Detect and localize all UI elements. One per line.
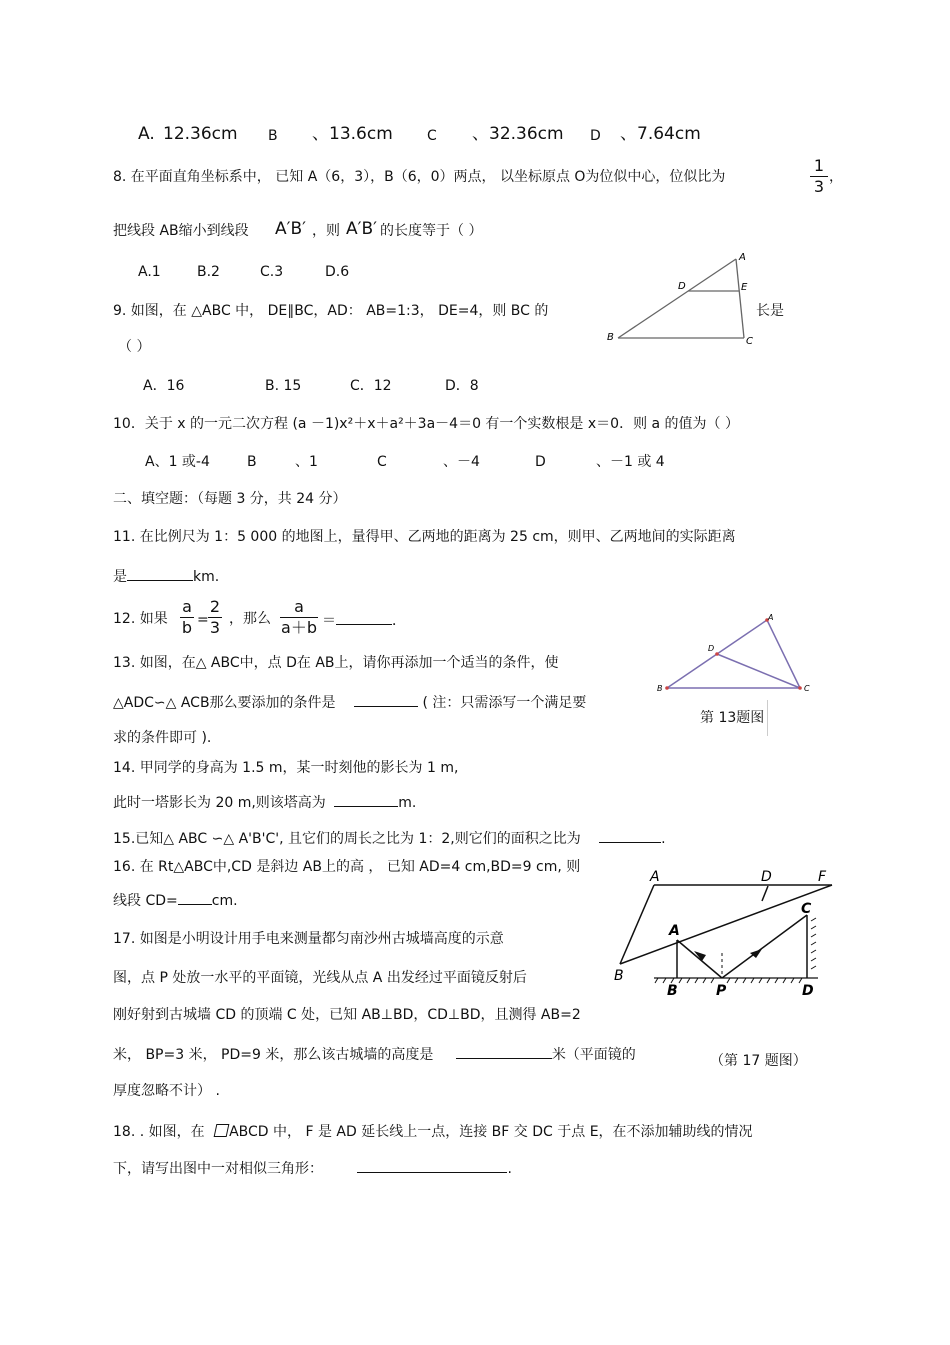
- q16-line2-start: 线段 CD=: [113, 893, 178, 909]
- q9-triangle-figure: [605, 250, 765, 350]
- q8-line2-middle: ，则: [312, 223, 340, 239]
- q11-line2: [113, 566, 219, 586]
- q12-fraction-a-over-b: [180, 597, 194, 638]
- q13-figure-caption: 第 13题图: [700, 710, 765, 726]
- q9-label-b: B: [607, 332, 614, 343]
- q11-line2-unit: km.: [193, 569, 220, 585]
- q18-line1-start: 18. . 如图，在: [113, 1124, 205, 1140]
- q7-option-a-value: 12.36cm: [163, 124, 238, 144]
- q7-option-b-letter: B: [268, 128, 278, 144]
- q9-option-a: A．16: [143, 378, 185, 394]
- q10-option-c-letter: C: [377, 454, 387, 470]
- q8-ratio-fraction: [810, 156, 828, 197]
- q12-equals-2: ＝: [322, 613, 336, 629]
- q17-label-d: D: [802, 983, 814, 999]
- q11-line1: 11. 在比例尺为 1：5 000 的地图上，量得甲、乙两地的距离为 25 cm，则甲、乙两地间的实际距离: [113, 529, 736, 545]
- q8-line2-end: 的长度等于（ ）: [380, 223, 483, 239]
- q18-label-d: D: [761, 869, 772, 885]
- q18-parallelogram-icon: [214, 1124, 230, 1137]
- q13-label-c: C: [804, 684, 810, 693]
- q8-option-a: A.1: [138, 264, 161, 280]
- q7-option-c-value: 、32.36cm: [472, 124, 564, 144]
- q12-equals: =: [197, 612, 209, 628]
- q17-line4: [113, 1044, 636, 1064]
- q8-line1: 8. 在平面直角坐标系中， 已知 A（6，3），B（6，0）两点， 以坐标原点 O为位似中心，位似比为: [113, 169, 726, 185]
- q13-answer-blank[interactable]: [354, 692, 418, 707]
- q7-option-a-letter: A.: [138, 124, 155, 144]
- q12-numerator-3: a: [294, 597, 304, 616]
- q13-triangle-figure: [655, 610, 815, 700]
- q7-option-c-letter: C: [427, 128, 437, 144]
- q8-line2-start: 把线段 AB缩小到线段: [113, 223, 249, 239]
- q12-fraction-2-over-3: [208, 597, 222, 638]
- q17-line4-end: 米（平面镜的: [551, 1047, 636, 1063]
- q17-line3: 刚好射到古城墙 CD 的顶端 C 处，已知 AB⊥BD，CD⊥BD，且测得 AB=2: [113, 1007, 581, 1023]
- q9-label-d: D: [678, 281, 686, 292]
- q9-line1: 9. 如图，在 △ABC 中， DE∥BC，AD： AB=1:3， DE=4，则 BC 的: [113, 303, 549, 319]
- q9-label-a: A: [739, 252, 746, 263]
- q7-option-d-letter: D: [590, 128, 601, 144]
- q17-line2: 图，点 P 处放一水平的平面镜，光线从点 A 出发经过平面镜反射后: [113, 970, 527, 986]
- q13-label-d: D: [708, 644, 715, 653]
- q16-answer-blank[interactable]: [178, 890, 212, 905]
- q12-end: ．: [392, 613, 406, 629]
- q14-line2-start: 此时一塔影长为 20 m,则该塔高为: [113, 795, 326, 811]
- q10-option-d-letter: D: [535, 454, 546, 470]
- q17-figure-caption: （第 17 题图）: [710, 1053, 807, 1069]
- q7-option-d-value: 、7.64cm: [620, 124, 701, 144]
- q7-option-b-value: 、13.6cm: [312, 124, 393, 144]
- q8-ratio-denominator: 3: [810, 176, 828, 197]
- q12-denominator-1: b: [181, 618, 193, 637]
- q10-option-b-letter: B: [247, 454, 257, 470]
- q9-label-c: C: [746, 336, 753, 347]
- q8-segment-2: A′B′: [346, 219, 378, 239]
- q18-line1: [113, 1123, 753, 1141]
- q17-answer-blank[interactable]: [456, 1044, 552, 1059]
- q13-figure-divider: [767, 700, 768, 736]
- q15-answer-blank[interactable]: [599, 828, 661, 843]
- q8-ratio-numerator: 1: [813, 156, 825, 175]
- q12-numerator-2: 2: [209, 597, 221, 616]
- q13-line2-start: △ADC∽△ ACB那么要添加的条件是: [113, 695, 336, 711]
- q17-line1: 17. 如图是小明设计用手电来测量都匀南沙州古城墙高度的示意: [113, 931, 504, 947]
- q17-label-c: C: [801, 901, 812, 917]
- q13-line2: [113, 692, 586, 712]
- q12-middle-text: ，那么: [229, 611, 271, 627]
- q17-line4-start: 米， BP=3 米， PD=9 米，那么该古城墙的高度是: [113, 1047, 434, 1063]
- q9-line1-end: 长是: [756, 303, 784, 319]
- q9-option-d: D．8: [445, 378, 479, 394]
- q13-line3: 求的条件即可 ).: [113, 730, 212, 746]
- q14-answer-blank[interactable]: [334, 792, 398, 807]
- q18-label-b: B: [614, 968, 624, 984]
- q12-denominator-3: a＋b: [281, 618, 317, 637]
- q10-option-d-value: 、－1 或 4: [596, 454, 665, 470]
- q12-answer-blank[interactable]: [336, 610, 392, 625]
- q9-label-e: E: [741, 282, 748, 293]
- q8-option-c: C.3: [260, 264, 284, 280]
- q16-line1: 16. 在 Rt△ABC中,CD 是斜边 AB上的高 ， 已知 AD=4 cm,BD=9 cm, 则: [113, 859, 581, 875]
- q15-line1: [113, 828, 666, 848]
- q10-line1: 10．关于 x 的一元二次方程 (a －1)x²＋x＋a²＋3a－4＝0 有一个实数根是 x＝0．则 a 的值为（ ）: [113, 416, 740, 432]
- q8-comma: ，: [829, 169, 843, 185]
- q18-label-f: F: [818, 869, 827, 885]
- q18-line1-end: ABCD 中， F 是 AD 延长线上一点，连接 BF 交 DC 于点 E，在不添加辅助线的情况: [229, 1124, 753, 1140]
- q13-label-b: B: [657, 684, 663, 693]
- q18-label-a: A: [650, 869, 660, 885]
- q10-option-a: A、1 或-4: [145, 454, 210, 470]
- q15-text: 15.已知△ ABC ∽△ A'B'C', 且它们的周长之比为 1：2,则它们的面积之比为: [113, 831, 581, 847]
- q12-fraction-result: [280, 597, 318, 638]
- q9-option-c: C．12: [350, 378, 392, 394]
- q13-line1: 13. 如图，在△ ABC中，点 D在 AB上，请你再添加一个适当的条件，使: [113, 655, 559, 671]
- q8-segment-1: A′B′: [275, 219, 307, 239]
- q18-line2: [113, 1158, 512, 1178]
- q17-label-b: B: [667, 983, 678, 999]
- q17-label-a: A: [669, 923, 680, 939]
- q12-prefix: 12. 如果: [113, 611, 168, 627]
- q14-line2: [113, 792, 416, 812]
- q12-equals-answer: [322, 610, 406, 630]
- q13-line2-end: ( 注：只需添写一个满足要: [422, 695, 587, 711]
- q10-option-c-value: 、－4: [443, 454, 480, 470]
- q18-line2-start: 下，请写出图中一对相似三角形：: [113, 1161, 323, 1177]
- q10-option-b-value: 、1: [295, 454, 318, 470]
- q13-label-a: A: [768, 613, 774, 622]
- q9-line2: （ ）: [118, 339, 151, 355]
- q12-denominator-2: 3: [209, 618, 221, 637]
- q18-line2-end: .: [507, 1161, 512, 1177]
- q15-end: .: [661, 831, 666, 847]
- q14-line2-unit: m.: [398, 795, 417, 811]
- q18-answer-blank[interactable]: [357, 1158, 507, 1173]
- q17-line5: 厚度忽略不计） .: [113, 1083, 220, 1099]
- q8-option-d: D.6: [325, 264, 350, 280]
- q12-numerator-1: a: [182, 597, 192, 616]
- q17-mirror-figure: [650, 895, 840, 1005]
- q17-label-p: P: [716, 983, 727, 999]
- q16-line2-unit: cm.: [211, 893, 238, 909]
- q14-line1: 14. 甲同学的身高为 1.5 m，某一时刻他的影长为 1 m,: [113, 760, 459, 776]
- q9-option-b: B. 15: [265, 378, 302, 394]
- q11-line2-start: 是: [113, 569, 127, 585]
- q11-answer-blank[interactable]: [127, 566, 193, 581]
- q8-option-b: B.2: [197, 264, 220, 280]
- q16-line2: [113, 890, 238, 910]
- section-2-heading: 二、填空题：（每题 3 分，共 24 分）: [113, 491, 347, 507]
